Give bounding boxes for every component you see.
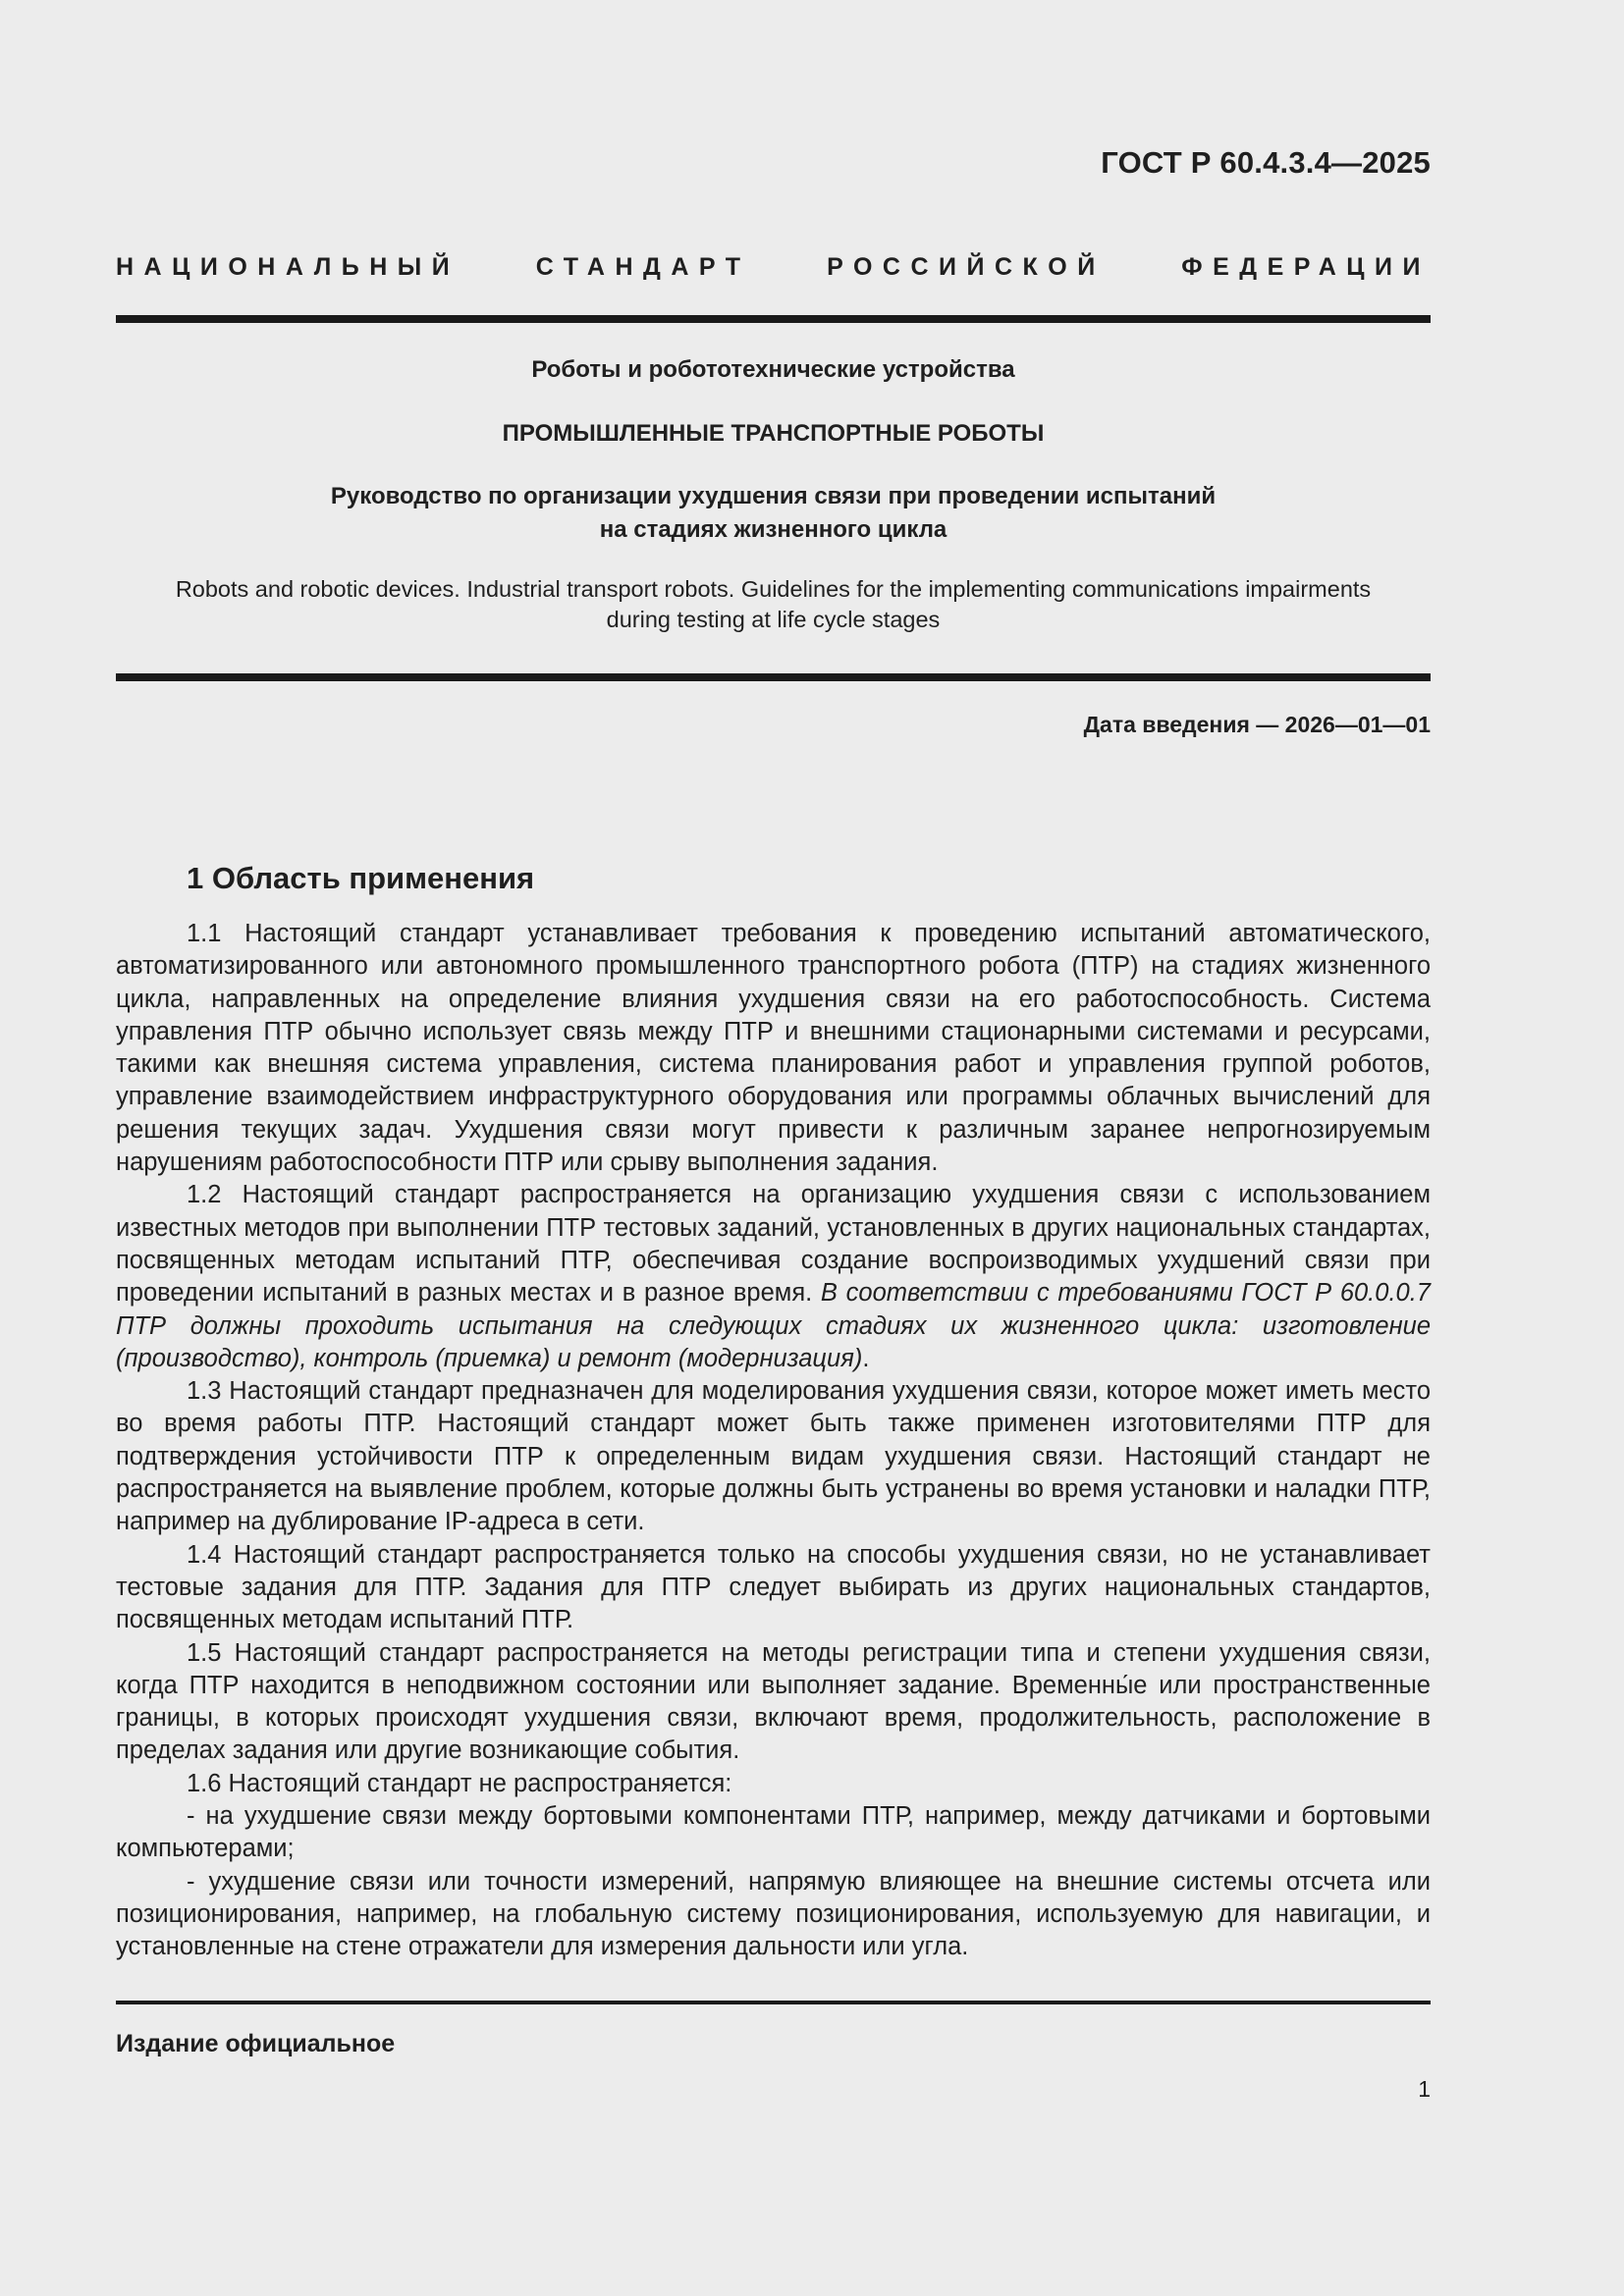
paragraph-1-3: 1.3 Настоящий стандарт предназначен для моделирования ухудшения связи, которое может иметь место во время работы ПТР. Настоящий стандарт может быть также применен изготовителями ПТР для подтверждения устойчивости ПТР к определенным видам ухудшения связи. Настоящий стандарт не распространяется на выявление проблем, которые должны быть устранены во время установки и наладки ПТР, например на дублирование IP-адреса в сети. <box>116 1377 1431 1536</box>
paragraph-1-6: 1.6 Настоящий стандарт не распространяется: <box>187 1769 732 1797</box>
paragraph-1-2-italic: В соответствии с требованиями ГОСТ Р 60.0.0.7 ПТР должны проходить испытания на следующих стадиях их жизненного цикла: изготовление (производство), контроль (приемка) и ремонт (модернизация) <box>116 1279 1431 1372</box>
top-divider <box>116 315 1431 323</box>
paragraph-1-4: 1.4 Настоящий стандарт распространяется только на способы ухудшения связи, но не устанавливает тестовые задания для ПТР. Задания для ПТР следует выбирать из других национальных стандартов, посвященных методам испытаний ПТР. <box>116 1540 1431 1634</box>
english-title-line-1: Robots and robotic devices. Industrial transport robots. Guidelines for the implementing communications impairments <box>175 576 1372 602</box>
subtitle-line-1: Руководство по организации ухудшения связи при проведении испытаний <box>330 483 1217 509</box>
paragraph-1-2-end: . <box>862 1344 870 1372</box>
paragraph-1-2 <box>116 1179 1431 1375</box>
edition-label: Издание официальное <box>116 2030 396 2057</box>
page-number: 1 <box>1418 2076 1431 2102</box>
section-body <box>116 918 1431 1964</box>
paragraph-1-5: 1.5 Настоящий стандарт распространяется на методы регистрации типа и степени ухудшения связи, когда ПТР находится в неподвижном состоянии или выполняет задание. Временны́е или пространственные границы, в которых происходят ухудшения связи, включают время, продолжительность, расположение в пределах задания или другие возникающие события. <box>116 1638 1431 1765</box>
introduction-date: Дата введения — 2026—01—01 <box>1083 712 1431 737</box>
paragraph-1-2-text: 1.2 Настоящий стандарт распространяется на организацию ухудшения связи с использованием известных методов при выполнении ПТР тестовых заданий, установленных в других национальных стандартах, посвященных методам испытаний ПТР, обеспечивая создание воспроизводимых ухудшений связи при проведении испытаний в разных местах и в разное время. <box>116 1181 1431 1308</box>
footer-divider <box>116 2001 1431 2004</box>
english-title <box>116 574 1431 635</box>
subtitle <box>116 480 1431 547</box>
title-divider <box>116 673 1431 681</box>
subtitle-line-2: на стадиях жизненного цикла <box>599 516 947 543</box>
document-code: ГОСТ Р 60.4.3.4—2025 <box>1101 145 1431 180</box>
section-heading: 1 Область применения <box>187 861 535 895</box>
national-standard-banner: НАЦИОНАЛЬНЫЙ СТАНДАРТ РОССИЙСКОЙ ФЕДЕРАЦИИ <box>116 253 1431 281</box>
list-item-1-6-a: - на ухудшение связи между бортовыми компонентами ПТР, например, между датчиками и бортовыми компьютерами; <box>116 1802 1431 1863</box>
series-title: Роботы и робототехнические устройства <box>531 356 1015 383</box>
main-title: ПРОМЫШЛЕННЫЕ ТРАНСПОРТНЫЕ РОБОТЫ <box>502 420 1045 447</box>
list-item-1-6-b: - ухудшение связи или точности измерений, напрямую влияющее на внешние системы отсчета или позиционирования, например, на глобальную систему позиционирования, используемую для навигации, и установленные на стене отражатели для измерения дальности или угла. <box>116 1867 1431 1961</box>
document-page <box>116 0 1431 2296</box>
paragraph-1-1: 1.1 Настоящий стандарт устанавливает требования к проведению испытаний автоматического, автоматизированного или автономного промышленного транспортного робота (ПТР) на стадиях жизненного цикла, направленных на определение влияния ухудшения связи на его работоспособность. Система управления ПТР обычно использует связь между ПТР и внешними стационарными системами и ресурсами, такими как внешняя система управления, система планирования работ и управления группой роботов, управление взаимодействием инфраструктурного оборудования или программы облачных вычислений для решения текущих задач. Ухудшения связи могут привести к различным заранее непрогнозируемым нарушениям работоспособности ПТР или срыву выполнения задания. <box>116 920 1431 1177</box>
english-title-line-2: during testing at life cycle stages <box>606 607 941 632</box>
